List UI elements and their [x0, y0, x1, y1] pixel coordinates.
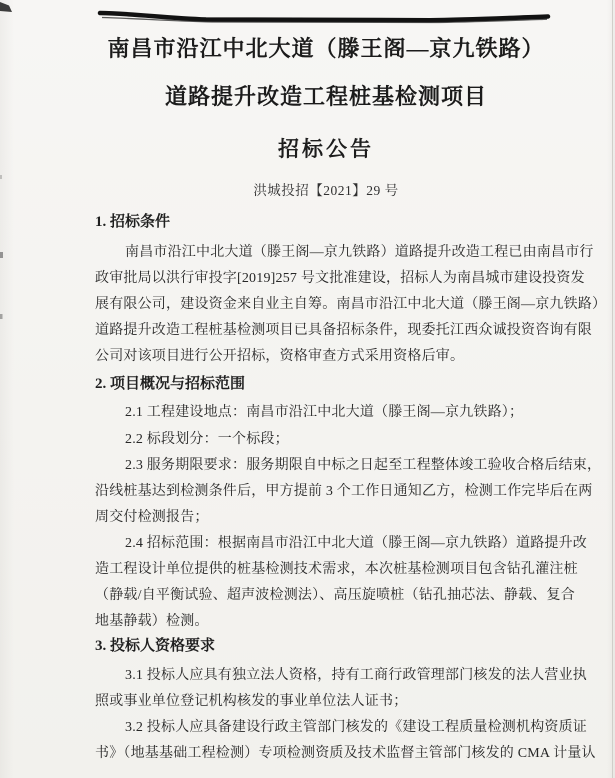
document-content	[95, 0, 607, 767]
body-line: 2.2 标段划分：一个标段；	[125, 432, 289, 447]
corner-smudge	[0, 2, 12, 12]
paragraph-item-2-1	[95, 400, 557, 426]
paragraph-item-3-1	[95, 663, 587, 715]
body-line: 政审批局以洪行审投字[2019]257 号文批准建设，招标人为南昌城市建设投资发	[95, 271, 585, 286]
paragraph-item-3-2	[95, 715, 596, 767]
document-number: 洪城投招【2021】29 号	[253, 183, 399, 198]
body-line: 南昌市沿江中北大道（滕王阁—京九铁路）道路提升改造工程已由南昌市行	[125, 245, 594, 260]
body-line: 道路提升改造工程桩基检测项目已具备招标条件，现委托江西众诚投资咨询有限	[95, 323, 592, 338]
section-heading-3: 3. 投标人资格要求	[95, 638, 216, 654]
body-line: 造工程设计单位提供的桩基检测技术需求，本次桩基检测项目包含钻孔灌注桩	[95, 562, 578, 577]
section-heading-2: 2. 项目概况与招标范围	[95, 376, 246, 392]
body-line: 2.4 招标范围：根据南昌市沿江中北大道（滕王阁—京九铁路）道路提升改	[125, 536, 587, 551]
body-line: 3.1 投标人应具有独立法人资格，持有工商行政管理部门核发的法人营业执	[125, 668, 587, 683]
document-title-line-1: 南昌市沿江中北大道（滕王阁—京九铁路）	[107, 36, 545, 61]
document-title-line-2: 道路提升改造工程桩基检测项目	[164, 84, 487, 109]
body-line: 2.1 工程建设地点：南昌市沿江中北大道（滕王阁—京九铁路）；	[125, 405, 524, 420]
body-line: 沿线桩基达到检测条件后，甲方提前 3 个工作日通知乙方，检测工作完毕后在两	[95, 484, 593, 499]
announcement-title: 招标公告	[278, 137, 374, 161]
body-line: 周交付检测报告；	[95, 510, 209, 525]
body-line: 2.3 服务期限要求：服务期限自中标之日起至工程整体竣工验收合格后结束，	[125, 458, 602, 473]
section-bidder-qualifications	[95, 635, 596, 767]
body-line: 3.2 投标人应具备建设行政主管部门核发的《建设工程质量检测机构资质证	[125, 720, 587, 735]
section-heading-1: 1. 招标条件	[95, 214, 171, 230]
paragraph	[95, 240, 607, 370]
scan-right-edge-line	[612, 0, 613, 778]
section-tender-conditions	[95, 211, 607, 370]
body-line: 书》（地基基础工程检测）专项检测资质及技术监督主管部门核发的 CMA 计量认	[95, 746, 596, 761]
body-line: 地基静载）检测。	[95, 614, 209, 629]
body-line: 展有限公司，建设资金来自业主自筹。南昌市沿江中北大道（滕王阁—京九铁路）	[95, 297, 607, 312]
section-project-overview-scope	[95, 373, 602, 635]
body-line: （静载/自平衡试验、超声波检测法）、高压旋喷桩（钻孔抽芯法、静载、复合	[95, 588, 575, 603]
paragraph-item-2-2	[95, 427, 557, 453]
paragraph-item-2-4	[95, 531, 587, 635]
body-line: 公司对该项目进行公开招标，资格审查方式采用资格后审。	[95, 349, 465, 364]
body-line: 照或事业单位登记机构核发的事业单位法人证书；	[95, 694, 408, 709]
paragraph-item-2-3	[95, 453, 602, 531]
